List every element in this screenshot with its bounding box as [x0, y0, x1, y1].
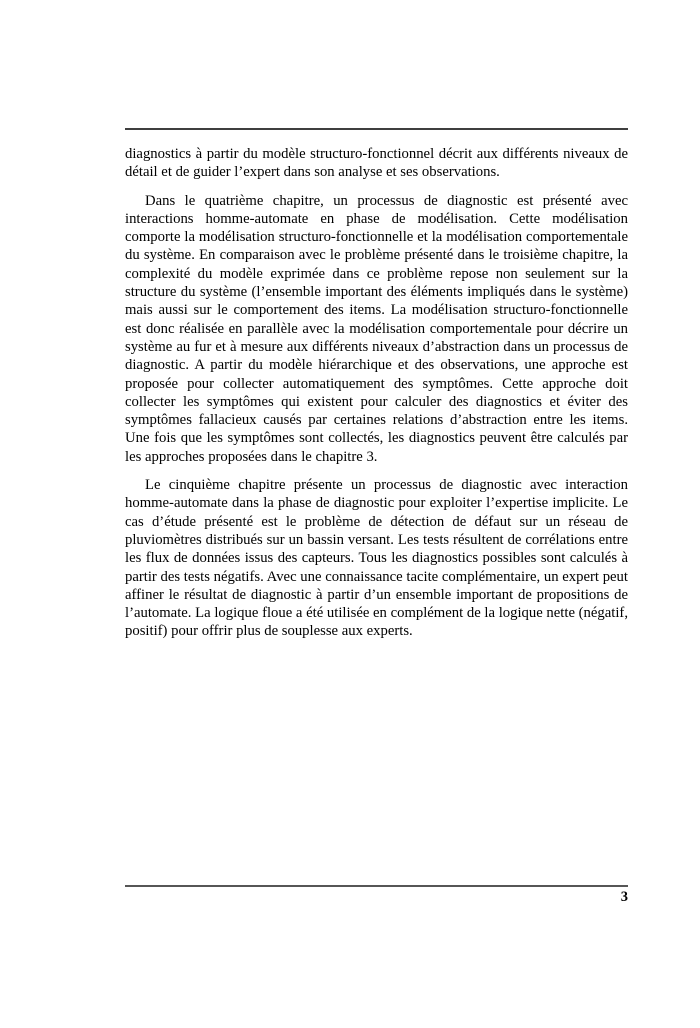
body-text [125, 145, 628, 651]
page-number: 3 [620, 889, 628, 905]
paragraph-chapter-four: Dans le quatrième chapitre, un processus de diagnostic est présenté avec interactions homme-automate en phase de modélisation. Cette modélisation comporte la modélisation structuro-fonctionnelle et la modélisation comportementale du système. En comparaison avec le problème présenté dans le troisième chapitre, la complexité du modèle exprimée dans ce problème repose non seulement sur la structure du système (l’ensemble important des éléments impliqués dans le système) mais aussi sur le comportement des items. La modélisation structuro-fonctionnelle est donc réalisée en parallèle avec la modélisation comportementale pour décrire un système au fur et à mesure aux différents niveaux d’abstraction dans un processus de diagnostic. A partir du modèle hiérarchique et des observations, une approche est proposée pour collecter automatiquement des symptômes. Cette approche doit collecter les symptômes qui existent pour calculer des diagnostics et éviter des symptômes fallacieux causés par certaines relations d’abstraction entre les items. Une fois que les symptômes sont collectés, les diagnostics peuvent être calculés par les approches proposées dans le chapitre 3. [125, 192, 628, 465]
paragraph-chapter-five: Le cinquième chapitre présente un processus de diagnostic avec interaction homme-automate dans la phase de diagnostic pour exploiter l’expertise implicite. Le cas d’étude présenté est le problème de détection de défaut sur un réseau de pluviomètres distribués sur un bassin versant. Les tests résultent de corrélations entre les flux de données issus des capteurs. Tous les diagnostics possibles sont calculés à partir des tests négatifs. Avec une connaissance tacite complémentaire, un expert peut affiner le résultat de diagnostic à partir d’un ensemble important de propositions de l’automate. La logique floue a été utilisée en complément de la logique nette (négatif, positif) pour offrir plus de souplesse aux experts. [125, 477, 628, 640]
header-rule [125, 128, 628, 130]
paragraph-continuation: diagnostics à partir du modèle structuro-fonctionnel décrit aux différents niveaux de détail et de guider l’expert dans son analyse et ses observations. [125, 146, 628, 181]
footer-rule [125, 885, 628, 887]
